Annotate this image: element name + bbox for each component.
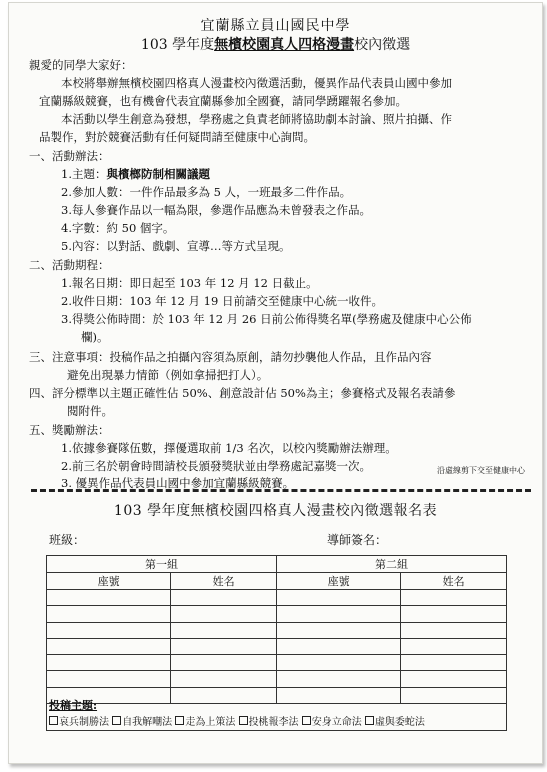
name-cell[interactable]	[401, 655, 507, 671]
topic-label: 投稿主題:	[49, 699, 98, 712]
name-cell[interactable]	[401, 590, 507, 606]
cut-instruction-note: 沿虛線剪下交至健康中心	[437, 466, 525, 475]
checkbox[interactable]	[302, 716, 311, 725]
section-4-line-2: 閱附件。	[67, 404, 113, 418]
seat-cell[interactable]	[47, 590, 171, 606]
seat-cell[interactable]	[47, 606, 171, 622]
checkbox[interactable]	[175, 716, 184, 725]
group-header-row	[47, 556, 507, 573]
column-header-row	[47, 573, 507, 590]
seat-cell[interactable]	[276, 671, 400, 687]
checkbox[interactable]	[112, 716, 121, 725]
topic-option[interactable]: 安身立命法	[302, 717, 362, 728]
section-5-item-3: 3. 優異作品代表員山國中參加宜蘭縣級競賽。	[61, 476, 295, 490]
topic-options	[49, 713, 425, 728]
section-1-item-4: 4.字數：約 50 個字。	[61, 221, 175, 235]
seat-cell[interactable]	[47, 638, 171, 654]
section-2-item-3: 3.得獎公佈時間：於 103 年 12 月 26 日前公佈得獎名單(學務處及健康中心公佈	[61, 312, 472, 326]
section-1-item-1	[61, 166, 210, 182]
name-cell[interactable]	[401, 638, 507, 654]
seat-cell[interactable]	[276, 606, 400, 622]
group-2-seat-header: 座號	[276, 573, 400, 590]
topic-option[interactable]: 虛與委蛇法	[365, 717, 425, 728]
topic-box	[46, 696, 507, 731]
checkbox[interactable]	[239, 716, 248, 725]
intro-line-4: 品製作，對於競賽活動有任何疑問請至健康中心詢問。	[39, 130, 315, 144]
group-1-header: 第一組	[47, 556, 277, 573]
topic-option[interactable]: 自我解嘲法	[112, 717, 172, 728]
seat-cell[interactable]	[47, 655, 171, 671]
topic-option[interactable]: 哀兵制勝法	[49, 717, 109, 728]
section-1-item-2: 2.參加人數：一件作品最多為 5 人，一班最多二件作品。	[61, 185, 352, 199]
section-2-item-2: 2.收件日期：103 年 12 月 19 日前請交至健康中心統一收件。	[61, 294, 383, 308]
group-1-seat-header: 座號	[47, 573, 171, 590]
section-2-title: 二、活動期程：	[29, 258, 110, 272]
seat-cell[interactable]	[276, 638, 400, 654]
intro-line-3: 本活動以學生創意為發想，學務處之負責老師將協助劇本討論、照片拍攝、作	[61, 112, 452, 126]
checkbox[interactable]	[365, 716, 374, 725]
item-1-theme: 與檳榔防制相關議題	[106, 167, 210, 181]
name-cell[interactable]	[401, 622, 507, 638]
table-row	[47, 590, 507, 606]
section-5-item-1: 1.依據參賽隊伍數，擇優選取前 1/3 名次，以校內獎勵辦法辦理。	[61, 441, 397, 455]
table-row	[47, 622, 507, 638]
name-cell[interactable]	[171, 622, 277, 638]
section-4-line-1: 四、評分標準以主題正確性佔 50%、創意設計佔 50%為主；參賽格式及報名表請參	[29, 386, 456, 400]
name-cell[interactable]	[171, 606, 277, 622]
section-3-line-2: 避免出現暴力情節（例如拿掃把打人）。	[67, 368, 269, 382]
document-page	[8, 2, 543, 764]
group-2-header: 第二組	[276, 556, 506, 573]
table-row	[47, 655, 507, 671]
seat-cell[interactable]	[47, 671, 171, 687]
table-row	[47, 638, 507, 654]
section-1-item-5: 5.內容：以對話、戲劇、宣導…等方式呈現。	[61, 239, 291, 253]
registration-table	[46, 555, 507, 704]
section-1-item-3: 3.每人參賽作品以一幅為限，參選作品應為未曾發表之作品。	[61, 203, 371, 217]
name-cell[interactable]	[171, 671, 277, 687]
school-name: 宜蘭縣立員山國民中學	[200, 18, 351, 34]
intro-line-1: 本校將舉辦無檳校園四格真人漫畫校內徵選活動，優異作品代表員山國中參加	[61, 76, 452, 90]
section-5-title: 五、獎勵辦法：	[29, 423, 110, 437]
class-label: 班級：	[49, 533, 86, 547]
name-cell[interactable]	[401, 671, 507, 687]
name-cell[interactable]	[171, 590, 277, 606]
table-row	[47, 671, 507, 687]
announcement-title	[9, 34, 542, 54]
section-1-title: 一、活動辦法：	[29, 149, 110, 163]
teacher-signature-label: 導師簽名：	[327, 533, 388, 547]
section-2-item-3-cont: 欄)。	[81, 330, 109, 344]
topic-option[interactable]: 投桃報李法	[239, 717, 299, 728]
title-theme: 無檳校園真人四格漫畫	[214, 37, 355, 53]
checkbox[interactable]	[49, 716, 58, 725]
table-row	[47, 606, 507, 622]
greeting: 親愛的同學大家好：	[29, 58, 133, 72]
form-title: 103 學年度無檳校園四格真人漫畫校內徵選報名表	[113, 503, 438, 519]
title-suffix: 校內徵選	[354, 37, 411, 53]
title-year: 103 學年度	[140, 37, 215, 53]
section-3-line-1: 三、注意事項：投稿作品之拍攝內容須為原創，請勿抄襲他人作品，且作品內容	[29, 350, 432, 364]
name-cell[interactable]	[171, 655, 277, 671]
section-5-item-2: 2.前三名於朝會時間請校長頒發獎狀並由學務處記嘉獎一次。	[61, 459, 371, 473]
group-2-name-header: 姓名	[401, 573, 507, 590]
cut-line	[31, 489, 531, 492]
group-1-name-header: 姓名	[171, 573, 277, 590]
seat-cell[interactable]	[276, 655, 400, 671]
seat-cell[interactable]	[276, 622, 400, 638]
name-cell[interactable]	[171, 638, 277, 654]
intro-line-2: 宜蘭縣級競賽，也有機會代表宜蘭縣參加全國賽，請同學踴躍報名參加。	[39, 94, 407, 108]
item-1-label: 1.主題：	[61, 167, 107, 181]
name-cell[interactable]	[401, 606, 507, 622]
seat-cell[interactable]	[276, 590, 400, 606]
section-2-item-1: 1.報名日期：即日起至 103 年 12 月 12 日截止。	[61, 276, 318, 290]
seat-cell[interactable]	[47, 622, 171, 638]
topic-option[interactable]: 走為上策法	[175, 717, 235, 728]
